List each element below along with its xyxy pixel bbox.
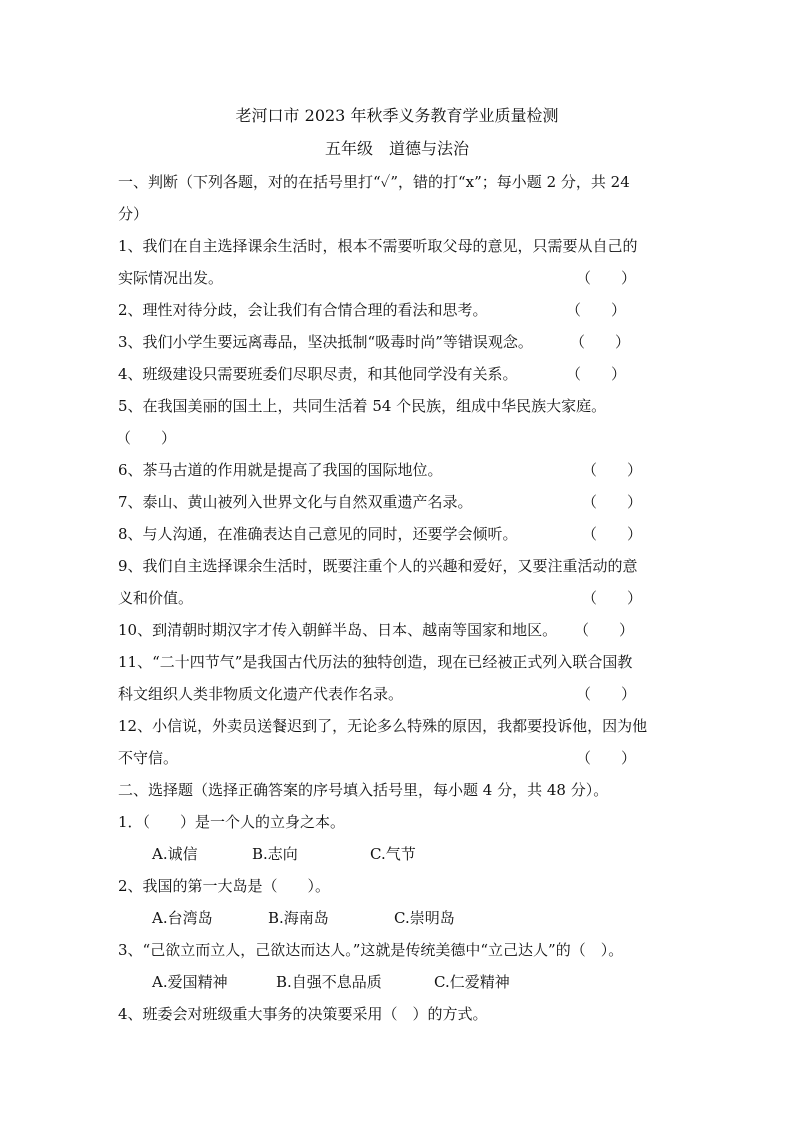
question-7: 7、泰山、黄山被列入世界文化与自然双重遗产名录。 (118, 493, 473, 511)
choice-1-option-c[interactable]: C.气节 (370, 845, 416, 863)
choice-3-option-c[interactable]: C.仁爱精神 (434, 973, 510, 991)
choice-2-option-c[interactable]: C.崇明岛 (394, 909, 455, 927)
exam-subtitle: 五年级 道德与法治 (324, 139, 469, 158)
question-10: 10、到清朝时期汉字才传入朝鲜半岛、日本、越南等国家和地区。 (118, 621, 558, 639)
answer-paren-6[interactable]: （ ） (582, 461, 643, 479)
question-2: 2、理性对待分歧，会让我们有合情合理的看法和思考。 (118, 301, 488, 319)
question-11-line2: 科文组织人类非物质文化遗产代表作名录。 (118, 685, 404, 703)
question-12-line1: 12、小信说，外卖员送餐迟到了，无论多么特殊的原因，我都要投诉他，因为他 (118, 717, 648, 735)
choice-1-option-b[interactable]: B.志向 (252, 845, 298, 863)
question-1-line1: 1、我们在自主选择课余生活时，根本不需要听取父母的意见，只需要从自己的 (118, 237, 638, 255)
answer-paren-12[interactable]: （ ） (576, 749, 637, 767)
question-12-line2: 不守信。 (118, 749, 179, 767)
answer-paren-11[interactable]: （ ） (576, 685, 637, 703)
choice-question-3: 3、“己欲立而立人，己欲达而达人。”这就是传统美德中“立己达人”的（ ）。 (118, 941, 624, 959)
choice-question-1: 1．（ ）是一个人的立身之本。 (118, 813, 346, 831)
choice-3-option-b[interactable]: B.自强不息品质 (276, 973, 382, 991)
question-11-line1: 11、“二十四节气”是我国古代历法的独特创造，现在已经被正式列入联合国教 (118, 653, 633, 671)
question-5: 5、在我国美丽的国土上，共同生活着 54 个民族，组成中华民族大家庭。 (118, 397, 607, 415)
answer-paren-9[interactable]: （ ） (582, 589, 643, 607)
exam-title: 老河口市 2023 年秋季义务教育学业质量检测 (235, 106, 559, 125)
answer-paren-7[interactable]: （ ） (582, 493, 643, 511)
section2-heading: 二、选择题（选择正确答案的序号填入括号里，每小题 4 分，共 48 分）。 (118, 781, 609, 799)
answer-paren-4[interactable]: （ ） (566, 365, 627, 383)
question-6: 6、茶马古道的作用就是提高了我国的国际地位。 (118, 461, 443, 479)
answer-paren-8[interactable]: （ ） (582, 525, 643, 543)
question-4: 4、班级建设只需要班委们尽职尽责，和其他同学没有关系。 (118, 365, 518, 383)
answer-paren-1[interactable]: （ ） (576, 269, 637, 287)
answer-paren-5[interactable]: （ ） (116, 429, 177, 447)
question-8: 8、与人沟通，在准确表达自己意见的同时，还要学会倾听。 (118, 525, 518, 543)
question-1-line2: 实际情况出发。 (118, 269, 224, 287)
answer-paren-2[interactable]: （ ） (566, 301, 627, 319)
question-3: 3、我们小学生要远离毒品，坚决抵制“吸毒时尚”等错误观念。 (118, 333, 533, 351)
choice-3-option-a[interactable]: A.爱国精神 (152, 973, 228, 991)
choice-question-4: 4、班委会对班级重大事务的决策要采用（ ）的方式。 (118, 1005, 488, 1023)
section1-heading: 一、判断（下列各题，对的在括号里打“✓”，错的打“x”；每小题 2 分，共 24 (118, 173, 630, 191)
question-9-line2: 义和价值。 (118, 589, 194, 607)
choice-2-option-a[interactable]: A.台湾岛 (152, 909, 213, 927)
answer-paren-3[interactable]: （ ） (570, 333, 631, 351)
question-9-line1: 9、我们自主选择课余生活时，既要注重个人的兴趣和爱好，又要注重活动的意 (118, 557, 638, 575)
section1-heading-cont: 分） (118, 205, 149, 223)
choice-question-2: 2、我国的第一大岛是（ ）。 (118, 877, 331, 895)
choice-1-option-a[interactable]: A.诚信 (152, 845, 198, 863)
choice-2-option-b[interactable]: B.海南岛 (268, 909, 329, 927)
answer-paren-10[interactable]: （ ） (574, 621, 635, 639)
